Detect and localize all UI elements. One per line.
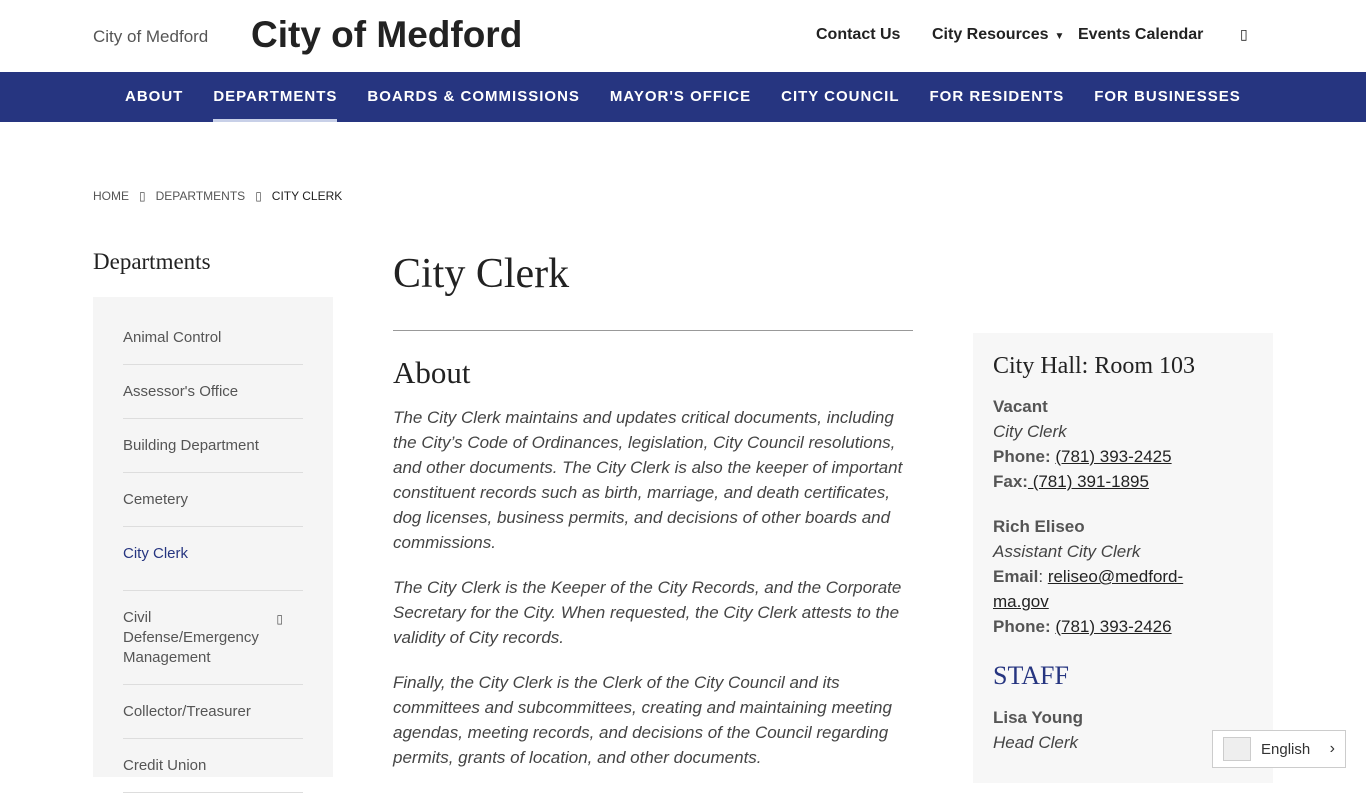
search-icon[interactable]: ▯ — [1240, 26, 1248, 42]
city-resources-label: City Resources — [932, 26, 1049, 43]
sidebar-item[interactable]: Credit Union — [123, 739, 303, 793]
sidebar-item[interactable]: Collector/Treasurer — [123, 685, 303, 739]
nav-for-residents[interactable]: FOR RESIDENTS — [929, 88, 1065, 105]
site-title[interactable]: City of Medford — [251, 14, 523, 55]
language-label: English — [1261, 740, 1311, 758]
breadcrumb-home[interactable]: HOME — [93, 189, 129, 203]
nav-mayors-office[interactable]: MAYOR'S OFFICE — [609, 88, 752, 105]
contact-us-link[interactable]: Contact Us — [816, 26, 901, 43]
contact-card: City Hall: Room 103 Vacant City Clerk Phone: (781) 393-2425 Fax: (781) 391-1895 Rich Eliseo Assistant City Clerk Email: reliseo@medford-ma.gov Phone: (781) 393-2426 STAFF Lisa Young Head Clerk — [973, 333, 1273, 783]
contact-name: Vacant — [993, 397, 1048, 416]
contact-role: Assistant City Clerk — [993, 542, 1141, 561]
contact-role: City Clerk — [993, 422, 1067, 441]
contact-role: Head Clerk — [993, 733, 1079, 752]
email-link[interactable]: reliseo@medford-ma.gov — [993, 567, 1184, 611]
nav-for-businesses[interactable]: FOR BUSINESSES — [1094, 88, 1241, 105]
sidebar-title: Departments — [93, 249, 211, 274]
main-nav — [0, 72, 1366, 122]
sidebar-item-active[interactable]: City Clerk — [123, 527, 303, 591]
sidebar-item[interactable]: Building Department — [123, 419, 303, 473]
email-label: Email — [993, 567, 1039, 586]
card-title: City Hall: Room 103 — [993, 353, 1196, 379]
sidebar-item-label: Civil Defense/Emergency Management — [123, 609, 259, 666]
nav-departments[interactable]: DEPARTMENTS — [198, 72, 352, 122]
nav-boards[interactable]: BOARDS & COMMISSIONS — [367, 88, 580, 105]
sidebar-item[interactable] — [123, 591, 303, 685]
flag-icon — [1223, 737, 1251, 761]
paragraph: Finally, the City Clerk is the Clerk of the City Council and its committees and subcommittees, creating and maintaining meeting agendas, meeting records, and decisions of the Council regarding permits, grants of location, and other documents. — [393, 673, 892, 767]
sidebar — [93, 297, 333, 777]
chevron-right-icon: ▯ — [139, 189, 146, 203]
phone-link[interactable]: (781) 393-2426 — [1055, 617, 1172, 636]
paragraph: The City Clerk maintains and updates critical documents, including the City’s Code of Ordinances, legislation, City Council resolutions, and other documents. The City Clerk is also the keeper of important constituent records such as birth, marriage, and death certificates, dog licenses, business permits, and decisions of other boards and commissions. — [393, 408, 903, 552]
breadcrumb — [93, 189, 342, 203]
fax-link[interactable]: (781) 391-1895 — [1027, 472, 1149, 491]
sidebar-item[interactable]: Assessor's Office — [123, 365, 303, 419]
fax-label: Fax: — [993, 472, 1028, 491]
paragraph: The City Clerk is the Keeper of the City Records, and the Corporate Secretary for the City. When requested, the City Clerk attests to the validity of City records. — [393, 578, 902, 647]
nav-city-council[interactable]: CITY COUNCIL — [781, 88, 900, 105]
header — [0, 0, 1366, 72]
breadcrumb-current: CITY CLERK — [271, 189, 343, 203]
phone-label: Phone: — [993, 447, 1051, 466]
staff-heading: STAFF — [993, 661, 1069, 690]
expand-icon[interactable]: ▯ — [276, 612, 283, 626]
chevron-down-icon: ▼ — [1054, 31, 1065, 42]
page-title: City Clerk — [393, 250, 913, 331]
breadcrumb-departments[interactable]: DEPARTMENTS — [155, 189, 246, 203]
phone-link[interactable]: (781) 393-2425 — [1055, 447, 1172, 466]
city-resources-menu[interactable] — [932, 26, 1064, 44]
chevron-right-icon: ▯ — [255, 189, 262, 203]
language-selector[interactable] — [1212, 730, 1346, 768]
nav-about[interactable]: ABOUT — [125, 88, 184, 105]
section-heading: About — [393, 355, 471, 390]
sidebar-item[interactable]: Cemetery — [123, 473, 303, 527]
sidebar-item[interactable]: Animal Control — [123, 311, 303, 365]
chevron-right-icon: › — [1329, 740, 1335, 757]
logo[interactable]: City of Medford — [93, 27, 209, 46]
phone-label: Phone: — [993, 617, 1051, 636]
contact-name: Rich Eliseo — [993, 517, 1085, 536]
main-content — [393, 250, 913, 790]
contact-name: Lisa Young — [993, 708, 1084, 727]
events-calendar-link[interactable]: Events Calendar — [1078, 26, 1204, 43]
